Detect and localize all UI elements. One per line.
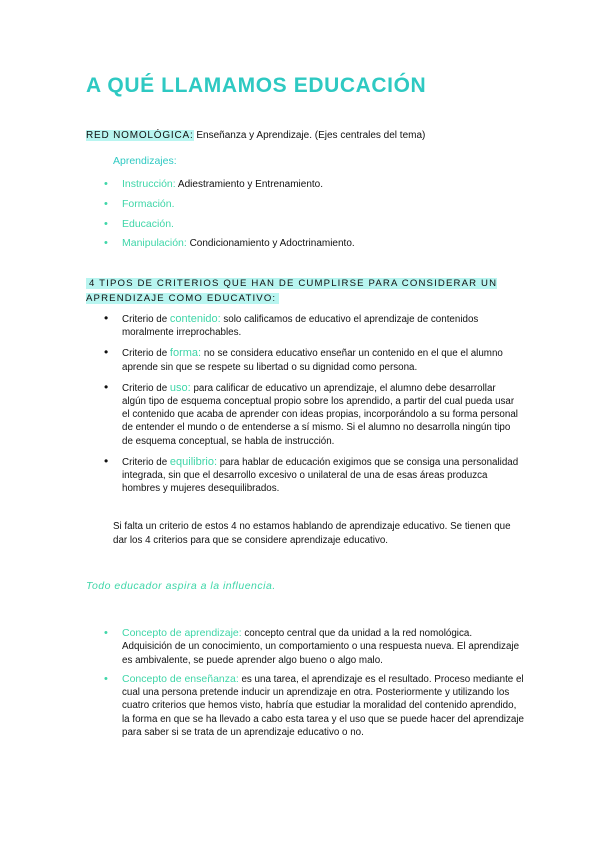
- aprendizajes-list: [104, 178, 544, 257]
- concepto-text: es una tarea, el aprendizaje es el resultado. Proceso mediante el cual una persona pretende inducir un aprendizaje en otra. Posteriormente y utilizando los cuatro criterios que hemos visto, habría que estudiar la moralidad del contenido aprendido, la forma en que se ha llevado a cabo esta tarea y el uso que se puede hacer del aprendizaje para saber si se trata de un aprendizaje educativo o no.: [122, 673, 524, 739]
- red-nomologica: [86, 130, 425, 141]
- criterio-keyword: uso:: [169, 381, 191, 394]
- list-item: [104, 627, 524, 667]
- criterio-prefix: Criterio de: [122, 456, 170, 468]
- term-text: Adiestramiento y Entrenamiento.: [175, 179, 324, 190]
- concepto-term: Concepto de aprendizaje:: [122, 627, 242, 639]
- list-item: [104, 313, 522, 339]
- criterios-note: Si falta un criterio de estos 4 no estamos hablando de aprendizaje educativo. Se tienen que dar los 4 criterios para que se considere aprendizaje educativo.: [113, 521, 511, 546]
- criterio-keyword: equilibrio:: [169, 455, 218, 468]
- concepto-term: Concepto de enseñanza:: [122, 672, 239, 685]
- list-item: [104, 673, 524, 739]
- list-item: [104, 178, 544, 191]
- criterios-heading: [86, 276, 516, 306]
- criterio-prefix: Criterio de: [122, 382, 170, 394]
- list-item: [104, 218, 544, 231]
- criterio-keyword: forma:: [169, 347, 202, 360]
- term: Manipulación:: [122, 237, 187, 250]
- criterios-list: [104, 313, 522, 503]
- page-title: A QUÉ LLAMAMOS EDUCACIÓN: [86, 74, 427, 97]
- criterio-keyword: contenido:: [169, 313, 221, 325]
- list-item: [104, 347, 522, 373]
- conceptos-list: [104, 627, 524, 745]
- criterio-prefix: Criterio de: [122, 348, 170, 360]
- criterio-text: para calificar de educativo un aprendizaje, el alumno debe desarrollar algún tipo de esquema conceptual propio sobre los aprendido, a partir del cual pueda usar el contenido que acaba de aprender con ideas propias, incorporándolo a su forma personal de entender el mundo o de entenderse a sí mismo. Si el alumno no desarrolla ningún tipo de esquema conceptual, se habla de instrucción.: [122, 382, 518, 447]
- quote: Todo educador aspira a la influencia.: [86, 580, 276, 592]
- red-nomologica-label: RED NOMOLÓGICA:: [86, 130, 194, 141]
- list-item: [104, 456, 522, 496]
- criterios-heading-text: 4 TIPOS DE CRITERIOS QUE HAN DE CUMPLIRSE PARA CONSIDERAR UN APRENDIZAJE COMO EDUCATIVO:: [86, 278, 498, 304]
- term: Instrucción:: [122, 178, 176, 190]
- list-item: [104, 198, 544, 211]
- criterio-text: para hablar de educación exigimos que se consiga una personalidad integrada, sin que el desarrollo excesivo o unilateral de una de esas áreas produzca hombres y mujeres desequilibrados.: [122, 456, 519, 495]
- criterio-text: no se considera educativo enseñar un contenido en el que el alumno aprende sin que se respete su libertad o su dignidad como persona.: [122, 348, 503, 373]
- list-item: [104, 237, 544, 250]
- term: Educación.: [122, 217, 174, 230]
- red-nomologica-text: Enseñanza y Aprendizaje. (Ejes centrales del tema): [193, 130, 426, 141]
- list-item: [104, 382, 522, 448]
- criterio-prefix: Criterio de: [122, 314, 170, 325]
- concepto-text: concepto central que da unidad a la red nomológica. Adquisición de un conocimiento, un comportamiento o una respuesta nueva. El aprendizaje es ambivalente, se puede aprender algo bueno o algo malo.: [122, 628, 520, 666]
- term-text: Condicionamiento y Adoctrinamiento.: [186, 238, 355, 250]
- criterio-text: solo calificamos de educativo el aprendizaje de contenidos moralmente irreprochables.: [122, 314, 479, 339]
- aprendizajes-label: Aprendizajes:: [113, 155, 177, 167]
- term: Formación.: [122, 197, 175, 210]
